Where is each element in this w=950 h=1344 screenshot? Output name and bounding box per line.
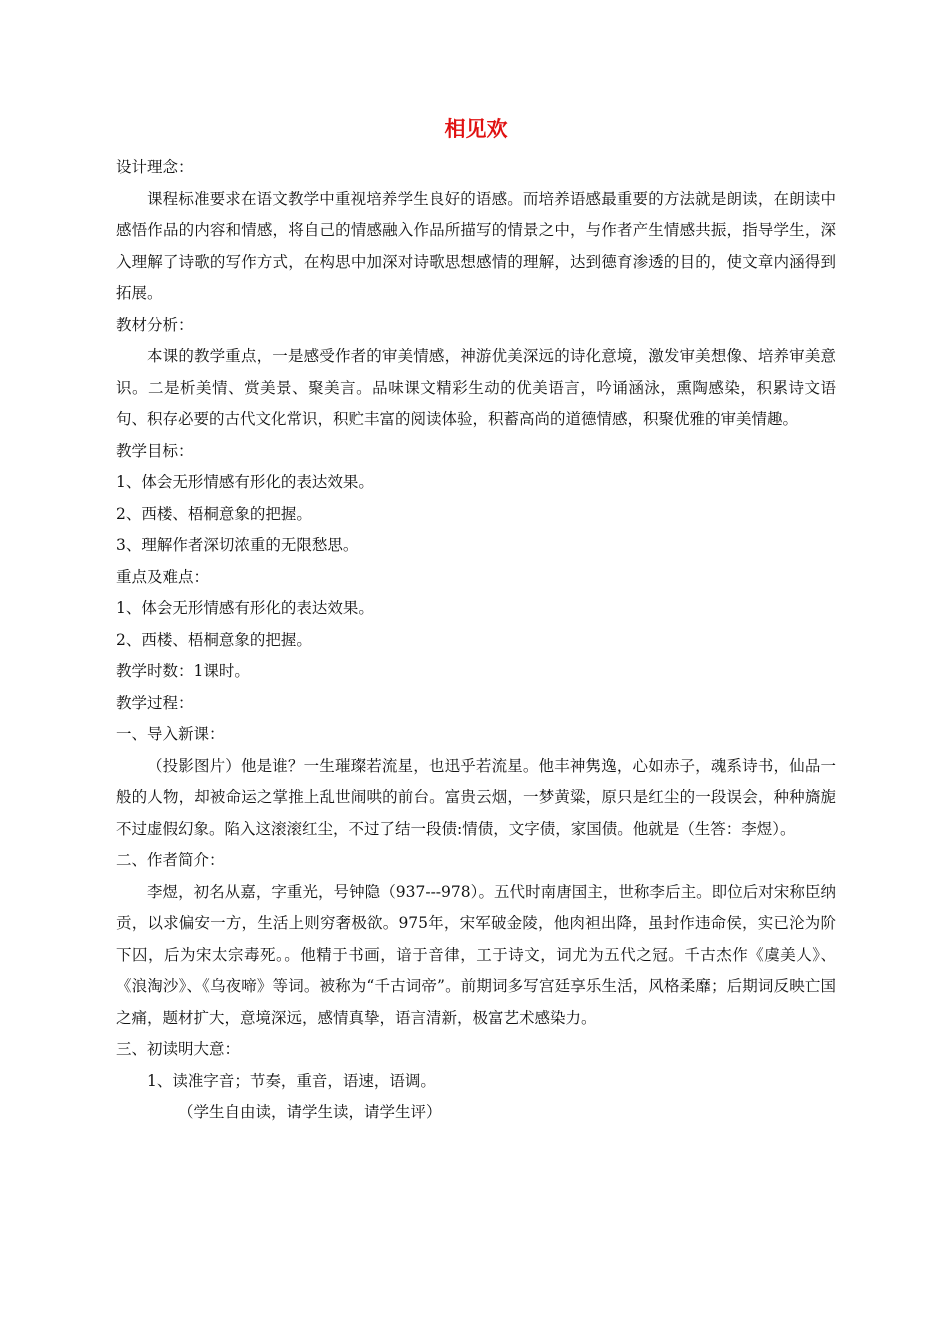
section1-heading: 一、导入新课： [116, 725, 225, 743]
objectives-heading: 教学目标： [116, 441, 194, 460]
material-analysis-body: 本课的教学重点，一是感受作者的审美情感，神游优美深远的诗化意境，激发审美想像、培养审美意识。二是析美情、赏美景、聚美言。品味课文精彩生动的优美语言，吟诵涵泳，熏陶感染，积累诗文语句、积存必要的古代文化常识，积贮丰富的阅读体验，积蓄高尚的道德情感，积聚优雅的审美情趣。 [116, 347, 836, 428]
objective-item: 1、体会无形情感有形化的表达效果。 [116, 473, 374, 491]
material-analysis-heading: 教材分析： [116, 315, 194, 334]
design-concept-body: 课程标准要求在语文教学中重视培养学生良好的语感。而培养语感最重要的方法就是朗读，在朗读中感悟作品的内容和情感，将自己的情感融入作品所描写的情景之中，与作者产生情感共振，指导学生，深入理解了诗歌的写作方式，在构思中加深对诗歌思想感情的理解，达到德育渗透的目的，使文章内涵得到拓展。 [116, 189, 836, 302]
objective-item: 2、西楼、梧桐意象的把握。 [116, 504, 312, 523]
section3-heading: 三、初读明大意： [116, 1040, 241, 1058]
section3-item: 1、读准字音；节奏，重音，语速，语调。 [147, 1071, 436, 1090]
process-heading: 教学过程： [116, 693, 194, 712]
section2-heading: 二、作者简介： [116, 851, 225, 869]
key-point-item: 1、体会无形情感有形化的表达效果。 [116, 599, 374, 617]
section2-body: 李煜，初名从嘉，字重光，号钟隐（937---978）。五代时南唐国主，世称李后主。即位后对宋称臣纳贡，以求偏安一方，生活上则穷奢极欲。975年，宋军破金陵，他肉袒出降，虽封作违命侯，实已沦为阶下囚，后为宋太宗毒死。。他精于书画，谙于音律，工于诗文，词尤为五代之冠。千古杰作《虞美人》、《浪淘沙》、《乌夜啼》等词。被称为“千古词帝”。前期词多写宫廷享乐生活，风格柔靡；后期词反映亡国之痛，题材扩大，意境深远，感情真挚，语言清新，极富艺术感染力。 [116, 882, 836, 1027]
design-concept-heading: 设计理念： [116, 158, 194, 176]
section1-body: （投影图片）他是谁？一生璀璨若流星，也迅乎若流星。他丰神隽逸，心如赤子，魂系诗书，仙品一般的人物，却被命运之掌推上乱世闹哄的前台。富贵云烟，一梦黄粱，原只是红尘的一段误会，种种旖旎不过虚假幻象。陷入这滚滚红尘，不过了结一段债:情债，文字债，家国债。他就是（生答：李煜）。 [116, 756, 836, 838]
objective-item: 3、理解作者深切浓重的无限愁思。 [116, 536, 359, 554]
key-points-heading: 重点及难点： [116, 567, 210, 586]
page-title: 相见欢 [444, 117, 508, 141]
class-hours: 教学时数：1课时。 [116, 662, 250, 680]
key-point-item: 2、西楼、梧桐意象的把握。 [116, 630, 312, 649]
section3-note: （学生自由读，请学生读，请学生评） [178, 1103, 442, 1121]
